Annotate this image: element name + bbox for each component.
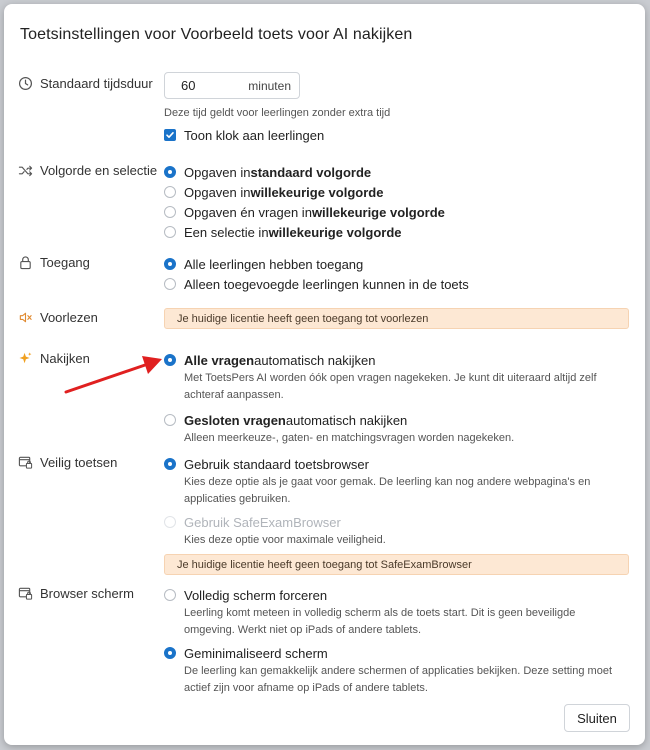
browser-screen-label: Browser scherm (40, 586, 134, 601)
close-button[interactable]: Sluiten (564, 704, 630, 732)
radio-unselected-icon (164, 589, 176, 601)
dialog-title: Toetsinstellingen voor Voorbeeld toets voor AI nakijken (20, 26, 413, 43)
duration-label-wrap (18, 76, 153, 91)
radio-disabled-icon (164, 516, 176, 528)
seb-license-notice: Je huidige licentie heeft geen toegang tot SafeExamBrowser (164, 554, 629, 575)
order-option-selection[interactable]: Een selectie in willekeurige volgorde (164, 222, 629, 242)
radio-selected-icon (164, 647, 176, 659)
access-option-all[interactable]: Alle leerlingen hebben toegang (164, 254, 629, 274)
screen-option-fullscreen-help: Leerling komt meteen in volledig scherm als de toets start. Dit is geen beveiligde omgeving. Werkt niet op iPads of andere tablets. (184, 607, 576, 636)
order-option-standard[interactable]: Opgaven in standaard volgorde (164, 162, 629, 182)
grading-label: Nakijken (40, 351, 90, 366)
lock-icon (18, 255, 33, 270)
duration-help: Deze tijd geldt voor leerlingen zonder extra tijd (164, 107, 391, 119)
duration-unit: minuten (248, 78, 291, 93)
grading-option-closed-help: Alleen meerkeuze-, gaten- en matchingsvragen worden nagekeken. (184, 432, 515, 444)
duration-input[interactable] (164, 72, 300, 99)
safe-option-standard-browser[interactable]: Gebruik standaard toetsbrowser (164, 454, 629, 474)
order-option-random[interactable]: Opgaven in willekeurige volgorde (164, 182, 629, 202)
safe-option-seb-help: Kies deze optie voor maximale veiligheid. (184, 534, 386, 546)
browser-window-icon (18, 586, 33, 601)
safe-testing-label: Veilig toetsen (40, 455, 118, 470)
grading-option-all-help: Met ToetsPers AI worden óók open vragen nagekeken. Je kunt dit uiteraard altijd zelf achteraf aanpassen. (184, 372, 597, 401)
read-aloud-label: Voorlezen (40, 310, 98, 325)
sparkle-icon (18, 351, 33, 366)
show-clock-label: Toon klok aan leerlingen (184, 127, 325, 143)
duration-value: 60 (181, 78, 196, 93)
radio-selected-icon (164, 258, 176, 270)
access-option-added[interactable]: Alleen toegevoegde leerlingen kunnen in de toets (164, 274, 629, 294)
access-label: Toegang (40, 255, 90, 270)
safe-option-seb: Gebruik SafeExamBrowser (164, 512, 629, 532)
grading-option-closed[interactable]: Gesloten vragen automatisch nakijken (164, 410, 629, 430)
shuffle-icon (18, 163, 33, 178)
screen-option-minimized-help: De leerling kan gemakkelijk andere schermen of applicaties bekijken. Deze setting moet actief zijn voor afname op iPads of andere tablets. (184, 665, 613, 694)
order-label: Volgorde en selectie (40, 163, 158, 178)
radio-selected-icon (164, 166, 176, 178)
radio-unselected-icon (164, 226, 176, 238)
screen-option-minimized[interactable]: Geminimaliseerd scherm (164, 643, 629, 663)
speaker-muted-icon (18, 310, 33, 325)
secure-browser-icon (18, 455, 33, 470)
radio-unselected-icon (164, 414, 176, 426)
clock-icon (18, 76, 33, 91)
duration-label: Standaard tijdsduur (40, 76, 153, 91)
red-arrow-annotation (60, 350, 170, 400)
radio-unselected-icon (164, 206, 176, 218)
grading-option-all[interactable]: Alle vragen automatisch nakijken (164, 350, 629, 370)
radio-selected-icon (164, 458, 176, 470)
checkbox-checked-icon (164, 129, 176, 141)
radio-unselected-icon (164, 278, 176, 290)
show-clock-checkbox[interactable] (164, 125, 629, 145)
screen-option-fullscreen[interactable]: Volledig scherm forceren (164, 585, 629, 605)
order-option-random-all[interactable]: Opgaven én vragen in willekeurige volgorde (164, 202, 629, 222)
read-aloud-license-notice: Je huidige licentie heeft geen toegang tot voorlezen (164, 308, 629, 329)
radio-unselected-icon (164, 186, 176, 198)
safe-option-standard-help: Kies deze optie als je gaat voor gemak. De leerling kan nog andere webpagina's en applicaties gebruiken. (184, 476, 591, 505)
